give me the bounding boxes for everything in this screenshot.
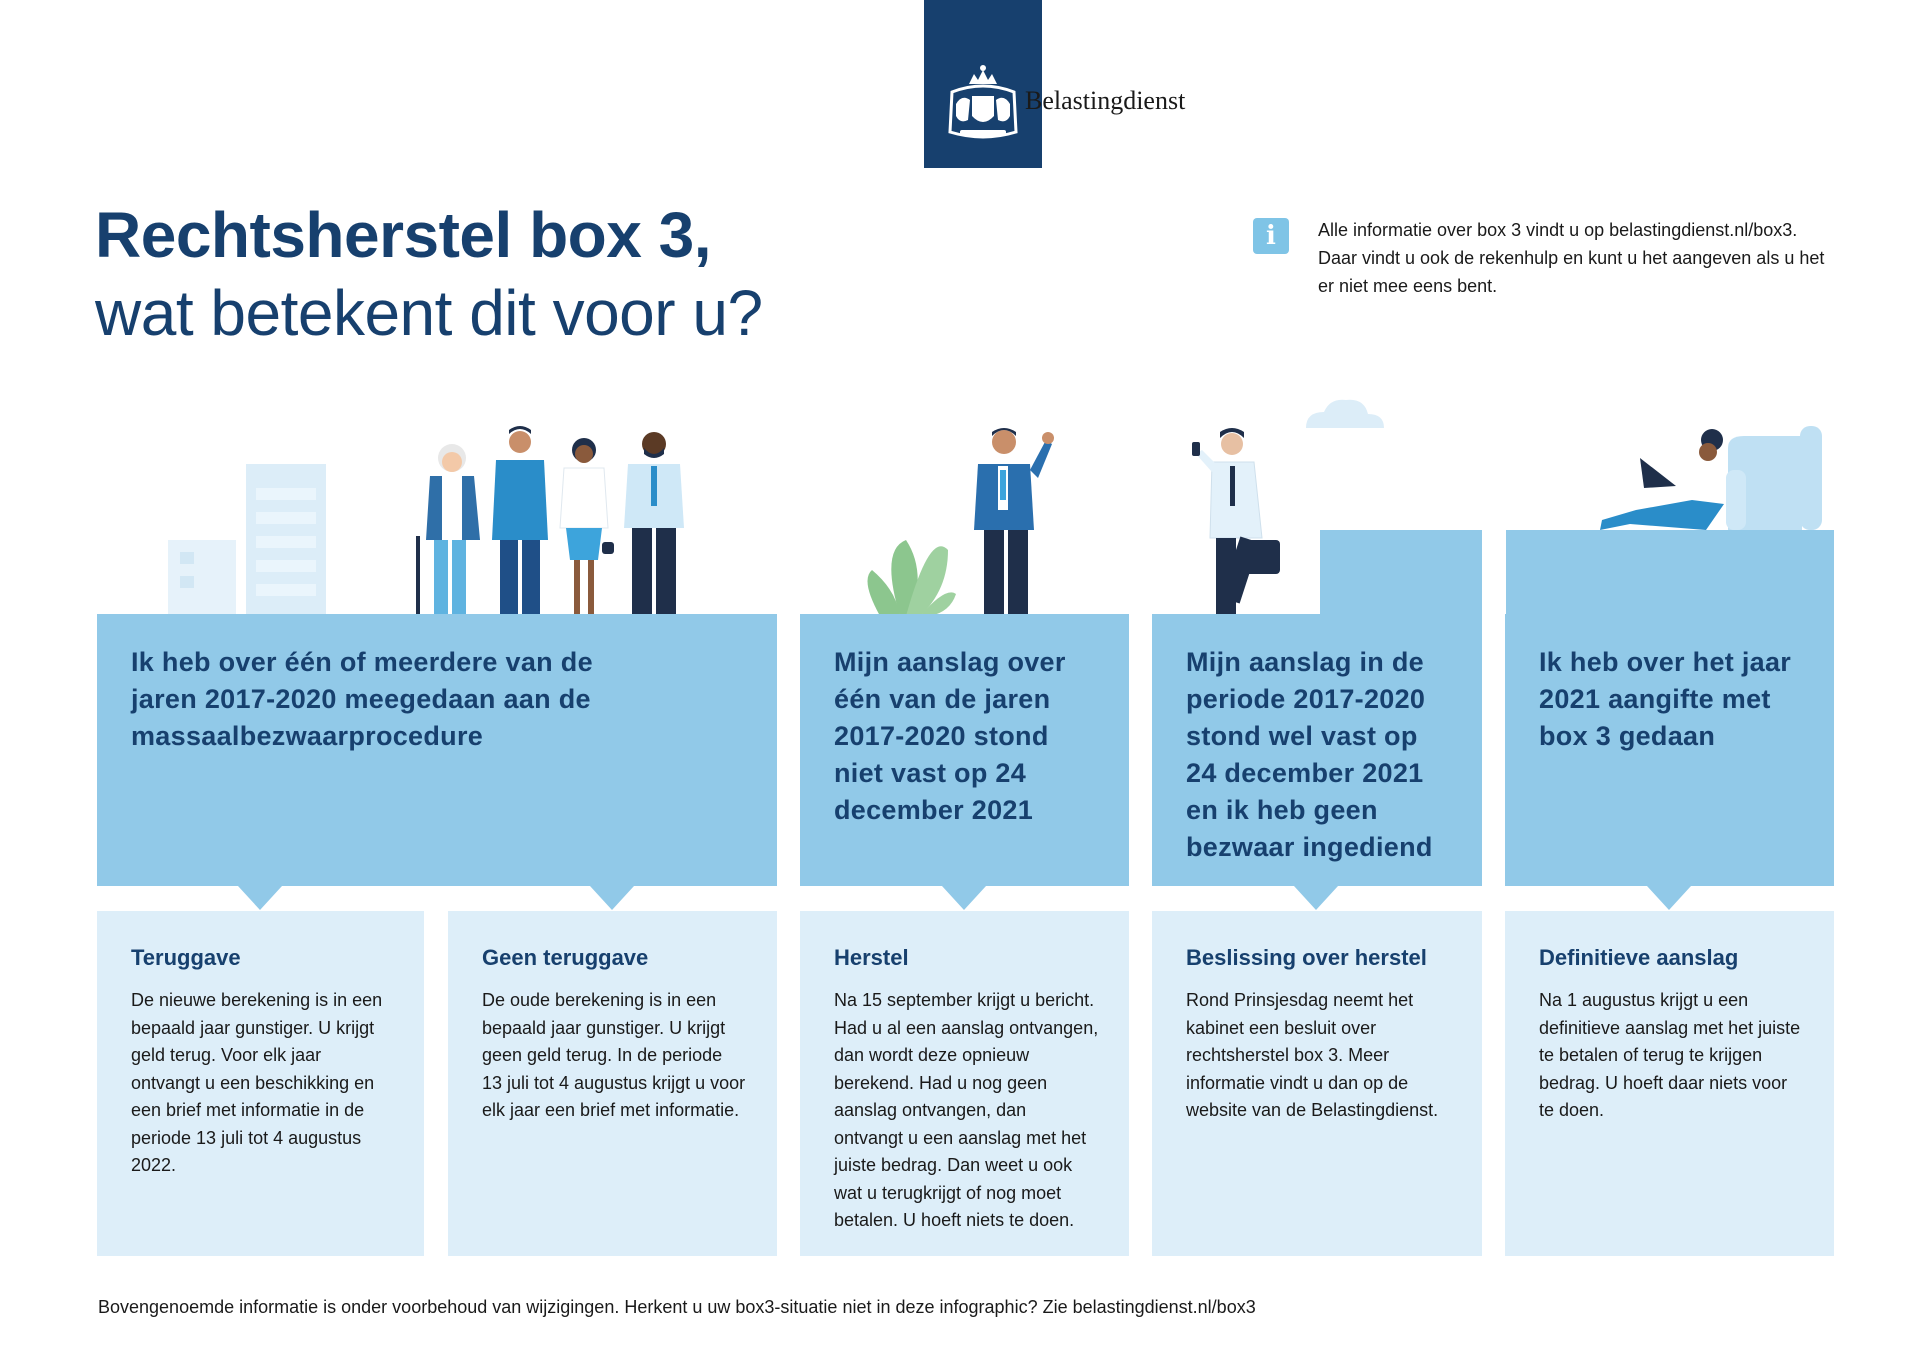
situation-panel-3 bbox=[1152, 614, 1482, 886]
plant-icon bbox=[868, 540, 957, 616]
situation-text: Ik heb over één of meerdere van de jaren 2017-2020 meegedaan aan de massaalbezwaarprocedure bbox=[131, 647, 593, 751]
panel-pointer bbox=[942, 886, 986, 910]
situation-text: Ik heb over het jaar 2021 aangifte met box 3 gedaan bbox=[1539, 647, 1792, 751]
royal-coat-of-arms-icon bbox=[924, 0, 1042, 168]
panel-pointer bbox=[590, 886, 634, 910]
situation-text: Mijn aanslag over één van de jaren 2017-2020 stond niet vast op 24 december 2021 bbox=[834, 647, 1066, 825]
panel-pointer bbox=[238, 886, 282, 910]
logo-bar bbox=[924, 0, 1042, 168]
page-title: Rechtsherstel box 3, bbox=[95, 199, 711, 271]
situation-text: Mijn aanslag in de periode 2017-2020 stond wel vast op 24 december 2021 en ik heb geen bezwaar ingediend bbox=[1186, 647, 1433, 862]
outcome-body: Na 1 augustus krijgt u een definitieve aanslag met het juiste te betalen of terug te krijgen bedrag. U hoeft daar niets voor te doen. bbox=[1539, 990, 1801, 1120]
outcome-body: Na 15 september krijgt u bericht. Had u al een aanslag ontvangen, dan wordt deze opnieuw berekend. Had u nog geen aanslag ontvangen, dan ontvangt u een aanslag met het juiste bedrag. Dan weet u ook wat u terugkrijgt of nog moet betalen. U hoeft niets te doen. bbox=[834, 990, 1099, 1230]
panel-pointer bbox=[1294, 886, 1338, 910]
step-block-3 bbox=[1320, 530, 1482, 620]
situation-panel-2 bbox=[800, 614, 1129, 886]
outcome-body: De nieuwe berekening is in een bepaald jaar gunstiger. U krijgt geld terug. Voor elk jaar ontvangt u een beschikking en een brief met informatie in de periode 13 juli tot 4 augustus 2022. bbox=[131, 990, 383, 1175]
info-text: Alle informatie over box 3 vindt u op belastingdienst.nl/box3. Daar vindt u ook de rekenhulp en kunt u het aangeven als u het er niet mee eens bent. bbox=[1318, 220, 1825, 296]
outcome-title: Geen teruggave bbox=[482, 945, 649, 970]
outcome-card-definitieve-aanslag bbox=[1505, 911, 1834, 1256]
step-block-4 bbox=[1506, 530, 1834, 620]
woman-with-laptop-icon bbox=[1600, 429, 1724, 530]
outcome-title: Definitieve aanslag bbox=[1539, 945, 1739, 970]
outcome-card-geen-teruggave bbox=[448, 911, 777, 1256]
outcome-body: De oude berekening is in een bepaald jaar gunstiger. U krijgt geen geld terug. In de periode 13 juli tot 4 augustus krijgt u voor elk jaar een brief met informatie. bbox=[482, 990, 746, 1120]
bearded-man-icon bbox=[624, 432, 684, 618]
outcome-title: Herstel bbox=[834, 945, 909, 970]
page-subtitle: wat betekent dit voor u? bbox=[95, 277, 763, 349]
outcome-card-herstel bbox=[800, 911, 1129, 1256]
situation-panel-4 bbox=[1505, 614, 1834, 886]
cloud-icon bbox=[1306, 400, 1384, 428]
waving-man-icon bbox=[974, 428, 1054, 618]
outcome-title: Teruggave bbox=[131, 945, 241, 970]
outcome-body: Rond Prinsjesdag neemt het kabinet een besluit over rechtsherstel box 3. Meer informatie vindt u dan op de website van de Belastingdienst. bbox=[1186, 990, 1439, 1120]
armchair-icon bbox=[1726, 426, 1822, 530]
man-icon bbox=[492, 426, 548, 618]
logo-wordmark: Belastingdienst bbox=[1025, 86, 1186, 115]
info-icon: i bbox=[1253, 218, 1289, 254]
man-with-phone-and-briefcase-icon bbox=[1192, 428, 1280, 616]
outcome-card-teruggave bbox=[97, 911, 424, 1256]
elderly-woman-icon bbox=[416, 444, 480, 620]
panel-pointer bbox=[1647, 886, 1691, 910]
footer-disclaimer: Bovengenoemde informatie is onder voorbehoud van wijzigingen. Herkent u uw box3-situatie niet in deze infographic? Zie belastingdienst.nl/box3 bbox=[98, 1297, 1256, 1317]
buildings-icon bbox=[168, 464, 326, 620]
outcome-title: Beslissing over herstel bbox=[1186, 945, 1427, 970]
woman-icon bbox=[560, 438, 614, 618]
situation-panel-1 bbox=[97, 614, 777, 886]
outcome-card-beslissing bbox=[1152, 911, 1482, 1256]
